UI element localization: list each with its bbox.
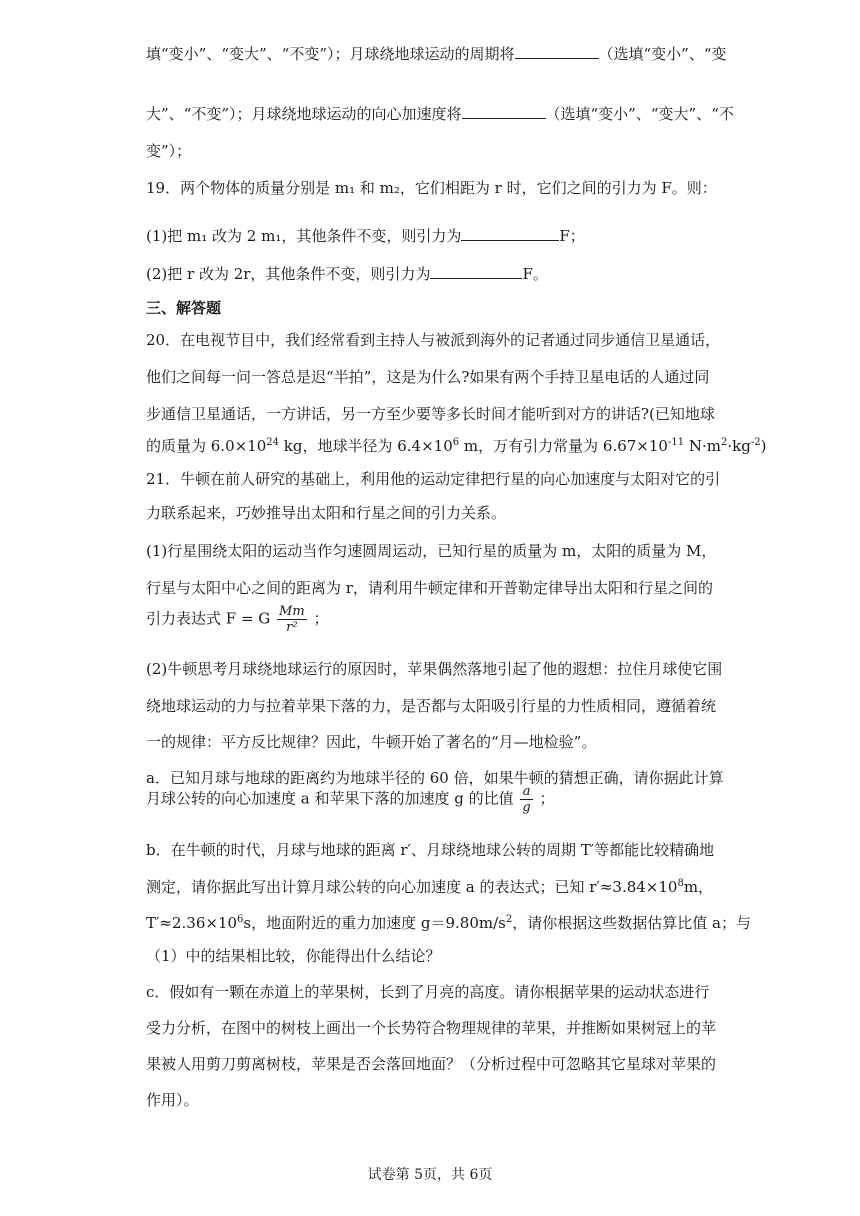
answer-blank bbox=[515, 44, 599, 59]
fraction-numerator: Mm bbox=[279, 604, 305, 619]
text-segment: T′≈2.36×10 bbox=[146, 914, 238, 932]
question-19: 19．两个物体的质量分别是 m₁ 和 m₂，它们相距为 r 时，它们之间的引力为 F。则： bbox=[146, 179, 717, 197]
exponent: 6 bbox=[237, 914, 244, 925]
fraction bbox=[277, 604, 307, 635]
exponent: 2 bbox=[505, 914, 513, 925]
question-19-part-1 bbox=[146, 226, 585, 246]
question-21-part-1-line: 行星与太阳中心之间的距离为 r，请利用牛顿定律和开普勒定律导出太阳和行星之间的 bbox=[146, 579, 713, 597]
exponent: -11 bbox=[667, 437, 685, 448]
text-segment: 大”、“不变”）；月球绕地球运动的向心加速度将 bbox=[146, 105, 462, 123]
text-segment: ； bbox=[313, 609, 329, 628]
text-segment: ； bbox=[539, 789, 555, 808]
item-c-line: c．假如有一颗在赤道上的苹果树，长到了月亮的高度。请你根据苹果的运动状态进行 bbox=[146, 983, 710, 1001]
question-21-line: 21．牛顿在前人研究的基础上，利用他的运动定律把行星的向心加速度与太阳对它的引 bbox=[146, 470, 721, 488]
item-b-line bbox=[146, 874, 713, 897]
text-line bbox=[146, 104, 734, 124]
item-c-line: 作用）。 bbox=[146, 1091, 199, 1109]
question-21-line: 力联系起来，巧妙推导出太阳和行星之间的引力关系。 bbox=[146, 504, 507, 522]
item-b-line: （1）中的结果相比较，你能得出什么结论？ bbox=[146, 947, 441, 965]
item-b-line bbox=[146, 910, 751, 933]
exponent: 6 bbox=[452, 437, 460, 448]
item-b-line: b．在牛顿的时代，月球与地球的距离 r′、月球绕地球公转的周期 T′等都能比较精确地 bbox=[146, 841, 715, 859]
question-21-part-1-line bbox=[146, 604, 328, 635]
text-segment: m， bbox=[683, 878, 714, 896]
text-line: 变”）； bbox=[146, 142, 192, 160]
text-segment: 的质量为 6.0×10 bbox=[146, 437, 267, 455]
question-21-part-2-line: 绕地球运动的力与拉着苹果下落的力，是否都与太阳吸引行星的力性质相同，遵循着统 bbox=[146, 697, 717, 715]
question-19-part-2 bbox=[146, 264, 548, 284]
exponent: 2 bbox=[720, 437, 728, 448]
text-line bbox=[146, 44, 727, 64]
item-a-line: a．已知月球与地球的距离约为地球半径的 60 倍，如果牛顿的猜想正确，请你据此计算 bbox=[146, 769, 724, 787]
fraction-numerator: a bbox=[520, 784, 532, 800]
question-20-line: 步通信卫星通话，一方讲话，另一方至少要等多长时间才能听到对方的讲话?(已知地球 bbox=[146, 405, 715, 423]
text-segment: ) bbox=[760, 437, 767, 455]
page-footer: 试卷第 5页，共 6页 bbox=[367, 1167, 493, 1183]
section-heading: 三、解答题 bbox=[146, 299, 222, 317]
exponent: 8 bbox=[677, 878, 684, 889]
text-segment: （选填“变小”、“变大”、“不 bbox=[545, 105, 734, 123]
text-segment: ·kg bbox=[727, 437, 751, 455]
text-segment: (2)把 r 改为 2r，其他条件不变，则引力为 bbox=[146, 265, 431, 283]
question-20-line: 20．在电视节目中，我们经常看到主持人与被派到海外的记者通过同步通信卫星通话， bbox=[146, 331, 721, 349]
item-a-line bbox=[146, 784, 555, 815]
question-20-line: 他们之间每一问一答总是迟“半拍”，这是为什么?如果有两个手持卫星电话的人通过同 bbox=[146, 368, 710, 386]
text-segment: m，万有引力常量为 6.67×10 bbox=[459, 437, 668, 455]
text-segment: N·m bbox=[684, 437, 721, 455]
text-segment: s，地面附近的重力加速度 g＝9.80m/s bbox=[243, 914, 506, 932]
fraction-denominator: g bbox=[522, 800, 531, 815]
item-c-line: 果被人用剪刀剪离树枝，苹果是否会落回地面？（分析过程中可忽略其它星球对苹果的 bbox=[146, 1055, 717, 1073]
exponent: -2 bbox=[750, 437, 761, 448]
text-segment: ，请你根据这些数据估算比值 a；与 bbox=[512, 914, 751, 932]
text-segment: 填“变小”、“变大”、“不变”）；月球绕地球运动的周期将 bbox=[146, 45, 515, 63]
fraction bbox=[520, 784, 532, 815]
question-21-part-2-line: 一的规律：平方反比规律？因此，牛顿开始了著名的“月—地检验”。 bbox=[146, 733, 597, 751]
exponent: 24 bbox=[266, 437, 280, 448]
fraction-denominator: r² bbox=[286, 620, 298, 635]
text-segment: F； bbox=[559, 227, 585, 245]
text-segment: 测定，请你据此写出计算月球公转的向心加速度 a 的表达式；已知 r′≈3.84×10 bbox=[146, 878, 678, 896]
text-segment: F。 bbox=[522, 265, 548, 283]
text-segment: 月球公转的向心加速度 a 和苹果下落的加速度 g 的比值 bbox=[146, 789, 514, 808]
text-segment: kg，地球半径为 6.4×10 bbox=[279, 437, 453, 455]
question-21-part-1-line: (1)行星围绕太阳的运动当作匀速圆周运动，已知行星的质量为 m，太阳的质量为 M， bbox=[146, 542, 717, 560]
question-20-line bbox=[146, 433, 766, 456]
text-segment: （选填“变小”、“变 bbox=[598, 45, 727, 63]
item-c-line: 受力分析，在图中的树枝上画出一个长势符合物理规律的苹果，并推断如果树冠上的苹 bbox=[146, 1019, 717, 1037]
text-segment: 引力表达式 F = G bbox=[146, 609, 271, 628]
answer-blank bbox=[461, 226, 559, 241]
answer-blank bbox=[462, 104, 546, 119]
question-21-part-2-line: (2)牛顿思考月球绕地球运行的原因时，苹果偶然落地引起了他的遐想：拉住月球使它围 bbox=[146, 660, 723, 678]
text-segment: (1)把 m₁ 改为 2 m₁，其他条件不变，则引力为 bbox=[146, 227, 462, 245]
answer-blank bbox=[430, 264, 522, 279]
